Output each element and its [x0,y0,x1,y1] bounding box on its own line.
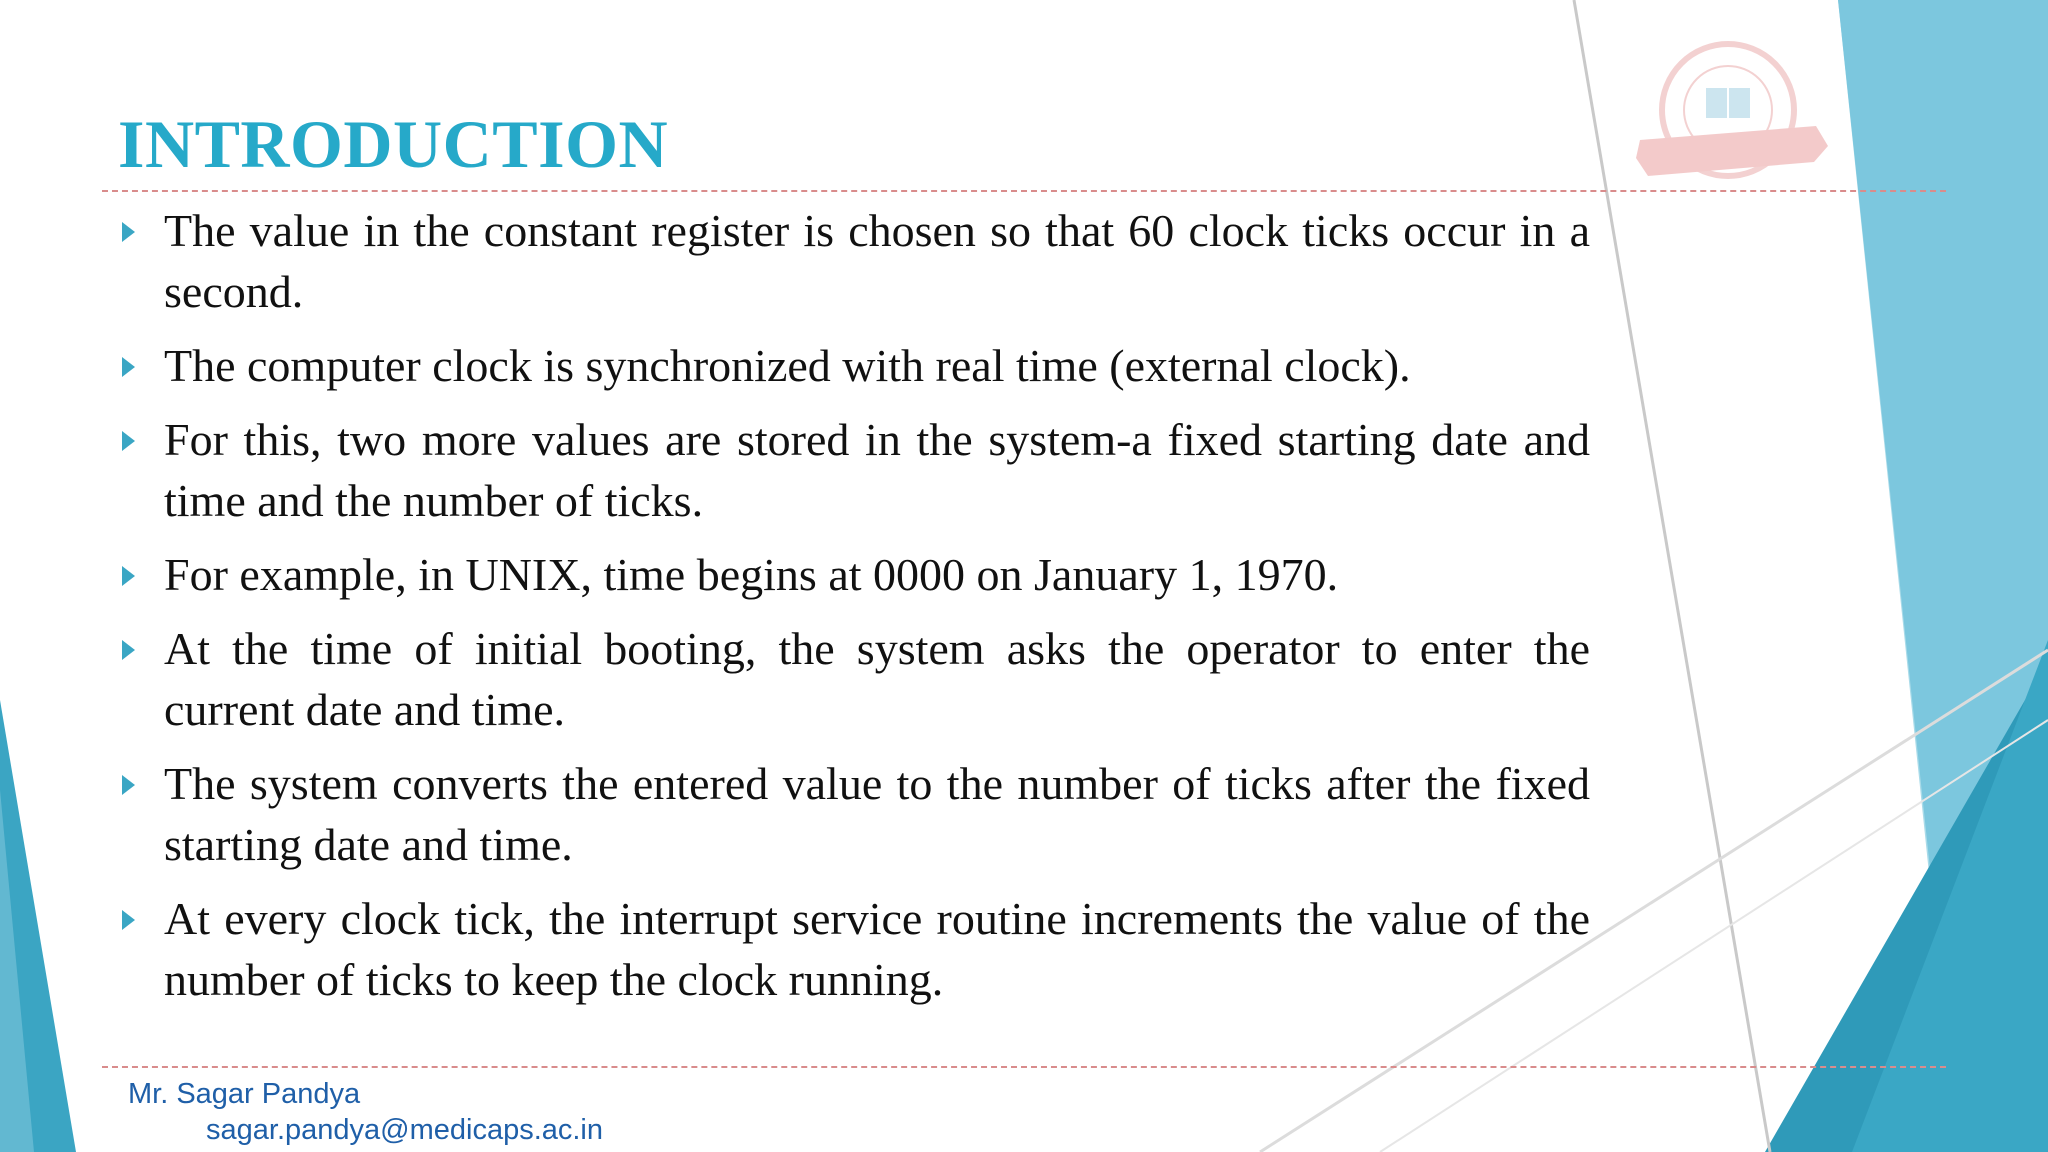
triangle-right-icon [122,566,135,586]
triangle-right-icon [122,775,135,795]
bullet-text: The system converts the entered value to the number of ticks after the fixed starting date and time. [164,758,1590,870]
bullet-text: For this, two more values are stored in the system-a fixed starting date and time and the number of ticks. [164,414,1590,526]
bullet-text: At every clock tick, the interrupt service routine increments the value of the number of ticks to keep the clock running. [164,893,1590,1005]
bullet-text: The computer clock is synchronized with real time (external clock). [164,340,1411,391]
footer-divider [102,1066,1946,1068]
title-divider [102,190,1946,192]
bullet-text: At the time of initial booting, the system asks the operator to enter the current date and time. [164,623,1590,735]
bullet-item [116,335,1590,396]
bullet-item [116,409,1590,531]
triangle-right-icon [122,640,135,660]
slide-title: INTRODUCTION [118,106,669,182]
bullet-item [116,618,1590,740]
footer-email: sagar.pandya@medicaps.ac.in [206,1114,604,1146]
footer-author: Mr. Sagar Pandya [128,1078,361,1110]
bullet-item [116,888,1590,1010]
university-seal-icon [1618,30,1838,195]
triangle-right-icon [122,431,135,451]
bullet-item [116,200,1590,322]
triangle-right-icon [122,910,135,930]
bullet-text: For example, in UNIX, time begins at 0000 on January 1, 1970. [164,549,1339,600]
bullet-text: The value in the constant register is chosen so that 60 clock ticks occur in a second. [164,205,1590,317]
triangle-right-icon [122,357,135,377]
bullet-list [116,200,1590,1023]
bullet-item [116,753,1590,875]
bullet-item [116,544,1590,605]
triangle-right-icon [122,222,135,242]
